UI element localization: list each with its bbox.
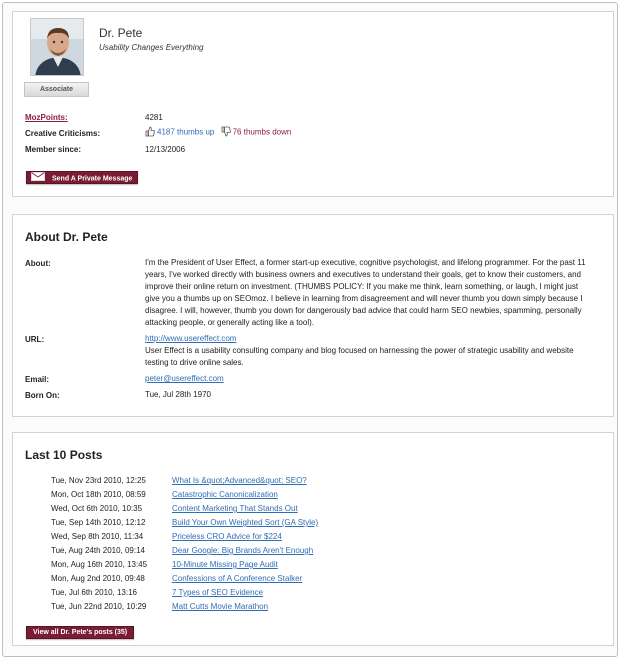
post-link[interactable]: Priceless CRO Advice for $224: [172, 532, 282, 541]
post-date: Mon, Aug 16th 2010, 13:45: [51, 560, 148, 569]
post-link[interactable]: Content Marketing That Stands Out: [172, 504, 298, 513]
post-date: Wed, Sep 8th 2010, 11:34: [51, 532, 144, 541]
send-private-message-button[interactable]: [26, 171, 138, 184]
post-link[interactable]: Confessions of A Conference Stalker: [172, 574, 303, 583]
post-date: Tue, Nov 23rd 2010, 12:25: [51, 476, 146, 485]
member-since-label: Member since:: [25, 145, 82, 154]
post-date: Tue, Jun 22nd 2010, 10:29: [51, 602, 147, 611]
criticisms-label: Creative Criticisms:: [25, 129, 101, 138]
post-date: Tue, Aug 24th 2010, 09:14: [51, 546, 146, 555]
avatar-photo: [31, 19, 84, 76]
post-link[interactable]: Matt Cutts Movie Marathon: [172, 602, 269, 611]
about-title: About Dr. Pete: [25, 230, 108, 244]
avatar-container: [24, 18, 89, 102]
post-date: Tue, Jul 6th 2010, 13:16: [51, 588, 137, 597]
profile-page: [2, 2, 618, 657]
profile-tagline: Usability Changes Everything: [99, 43, 204, 52]
about-panel: [12, 214, 614, 417]
member-since-value: 12/13/2006: [145, 145, 186, 154]
posts-title: Last 10 Posts: [25, 448, 103, 462]
envelope-icon: [31, 172, 45, 185]
thumbs-down-count[interactable]: 76 thumbs down: [232, 127, 292, 137]
criticisms-value: [145, 126, 291, 139]
url-label: URL:: [25, 335, 45, 344]
avatar[interactable]: [30, 18, 84, 76]
post-date: Wed, Oct 6th 2010, 10:35: [51, 504, 143, 513]
email-block: [145, 373, 593, 385]
posts-panel: [12, 432, 614, 646]
post-link[interactable]: Build Your Own Weighted Sort (GA Style): [172, 518, 319, 527]
view-all-posts-button[interactable]: View all Dr. Pete's posts (35): [26, 626, 134, 639]
profile-panel: [12, 11, 614, 197]
post-link[interactable]: What Is &quot;Advanced&quot; SEO?: [172, 476, 307, 485]
website-link[interactable]: http://www.usereffect.com: [145, 334, 237, 343]
post-date: Tue, Sep 14th 2010, 12:12: [51, 518, 146, 527]
email-link[interactable]: peter@usereffect.com: [145, 374, 224, 383]
mozpoints-label[interactable]: MozPoints:: [25, 113, 68, 122]
about-label: About:: [25, 259, 51, 268]
url-description: User Effect is a usability consulting company and blog focused on harnessing the power of strategic usability and website testing to drive online sales.: [145, 346, 574, 367]
post-link[interactable]: 7 Types of SEO Evidence: [172, 588, 264, 597]
born-value: Tue, Jul 28th 1970: [145, 390, 211, 399]
born-label: Born On:: [25, 391, 60, 400]
url-block: [145, 333, 593, 369]
thumbs-down-icon: [221, 126, 231, 139]
post-link[interactable]: Catastrophic Canonicalization: [172, 490, 278, 499]
mozpoints-value: 4281: [145, 113, 163, 122]
associate-badge: Associate: [24, 82, 89, 97]
email-label: Email:: [25, 375, 50, 384]
post-link[interactable]: Dear Google: Big Brands Aren't Enough: [172, 546, 314, 555]
post-date: Mon, Aug 2nd 2010, 09:48: [51, 574, 145, 583]
thumbs-up-icon: [145, 126, 155, 139]
post-date: Mon, Oct 18th 2010, 08:59: [51, 490, 146, 499]
thumbs-up-count[interactable]: 4187 thumbs up: [157, 127, 215, 137]
send-message-label: Send A Private Message: [52, 175, 133, 183]
about-text: I'm the President of User Effect, a former start-up executive, cognitive psychologist, and lifelong programmer. For the past 11 years, I've worked directly with business owners and executives to understand their goals, get to know their customers, and improve their online return on investment. (THUMBS POLICY: If you make me think, learn something, or laugh, I might just give you a thumbs up on SEOmoz. I believe in learning from disagreement and will never thumb you down simply because I disagree. I will, however, thumb you down for dangerously bad advice that could harm SEO newbies, spamming, personally attacking people, or generally acting like a tool).: [145, 258, 586, 327]
profile-name: Dr. Pete: [99, 26, 143, 40]
post-link[interactable]: 10-Minute Missing Page Audit: [172, 560, 278, 569]
